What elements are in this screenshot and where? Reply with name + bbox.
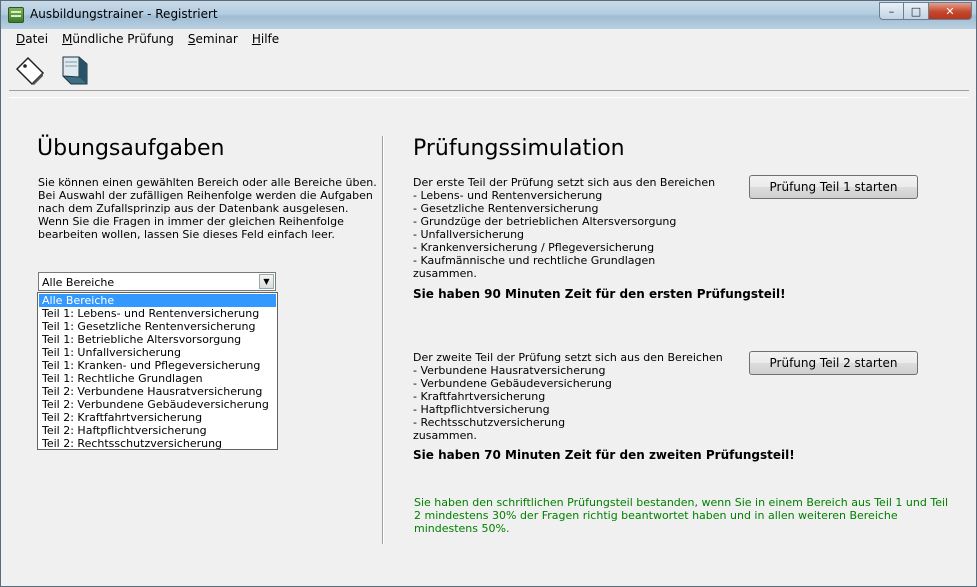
dropdown-option[interactable]: Teil 1: Unfallversicherung <box>42 346 181 359</box>
practice-desc-line: Bei Auswahl der zufälligen Reihenfolge werden die Aufgaben <box>38 189 373 202</box>
menu-hilfe[interactable] <box>245 29 286 49</box>
menu-bar <box>9 29 969 49</box>
practice-desc-line: Wenn Sie die Fragen in immer der gleichen Reihenfolge <box>38 215 344 228</box>
minimize-button[interactable]: – <box>879 2 904 20</box>
app-icon <box>8 7 24 23</box>
part2-line: - Verbundene Hausratversicherung <box>413 364 606 377</box>
part2-line: - Haftpflichtversicherung <box>413 403 550 416</box>
pass-criteria-note: Sie haben den schriftlichen Prüfungsteil bestanden, wenn Sie in einem Bereich aus Teil 1 und Teil 2 mindestens 30% der Fragen richtig beantwortet haben und in allen weiteren Bereiche mindestens 50%. <box>414 496 949 535</box>
menu-datei-label: atei <box>25 32 49 46</box>
part1-description <box>413 176 715 280</box>
menu-seminar-accel: S <box>187 32 196 46</box>
menu-hilfe-label: ilfe <box>260 32 280 46</box>
maximize-button[interactable]: □ <box>904 2 929 20</box>
part1-line: - Kaufmännische und rechtliche Grundlagen <box>413 254 656 267</box>
book-button[interactable] <box>57 54 91 86</box>
part2-line: Der zweite Teil der Prüfung setzt sich aus den Bereichen <box>413 351 723 364</box>
menu-seminar[interactable] <box>181 29 245 49</box>
part1-line: - Gesetzliche Rentenversicherung <box>413 202 599 215</box>
dropdown-option[interactable]: Teil 2: Verbundene Hausratversicherung <box>42 385 263 398</box>
part2-line: - Rechtsschutzversicherung <box>413 416 566 429</box>
area-select-value: Alle Bereiche <box>42 276 115 289</box>
menu-seminar-label: eminar <box>195 32 238 46</box>
section-divider <box>382 136 383 544</box>
start-part2-button[interactable]: Prüfung Teil 2 starten <box>749 351 918 375</box>
dropdown-option[interactable]: Teil 2: Kraftfahrtversicherung <box>42 411 203 424</box>
menu-datei[interactable] <box>9 29 55 49</box>
main-content <box>9 97 969 580</box>
toolbar <box>9 49 969 91</box>
menu-datei-accel: D <box>16 32 26 46</box>
part1-line: - Unfallversicherung <box>413 228 525 241</box>
dropdown-option[interactable]: Teil 2: Rechtsschutzversicherung <box>42 437 223 450</box>
part1-line: zusammen. <box>413 267 477 280</box>
menu-muendliche-label: ündliche Prüfung <box>72 32 174 46</box>
part1-line: - Lebens- und Rentenversicherung <box>413 189 603 202</box>
menu-muendliche-pruefung[interactable] <box>55 29 181 49</box>
dropdown-option[interactable]: Teil 2: Haftpflichtversicherung <box>42 424 207 437</box>
dropdown-option[interactable]: Teil 1: Rechtliche Grundlagen <box>42 372 203 385</box>
menu-muendliche-accel: M <box>62 32 73 46</box>
area-select[interactable] <box>38 272 276 291</box>
practice-description <box>38 176 377 241</box>
window-title: Ausbildungstrainer - Registriert <box>30 7 218 21</box>
part1-line: Der erste Teil der Prüfung setzt sich aus den Bereichen <box>413 176 716 189</box>
area-dropdown-list <box>37 292 278 450</box>
dropdown-option[interactable]: Alle Bereiche <box>39 294 276 307</box>
part2-description <box>413 351 723 442</box>
close-button[interactable]: ✕ <box>929 2 972 20</box>
practice-title: Übungsaufgaben <box>37 136 225 161</box>
dropdown-option[interactable]: Teil 1: Betriebliche Altersvorsorgung <box>42 333 242 346</box>
tag-button[interactable] <box>13 54 47 86</box>
exam-title: Prüfungssimulation <box>413 136 625 161</box>
menu-hilfe-accel: H <box>251 32 261 46</box>
part2-line: zusammen. <box>413 429 477 442</box>
part1-line: - Grundzüge der betrieblichen Altersversorgung <box>413 215 677 228</box>
practice-desc-line: nach dem Zufallsprinzip aus der Datenbank ausgelesen. <box>38 202 349 215</box>
dropdown-option[interactable]: Teil 1: Lebens- und Rentenversicherung <box>42 307 260 320</box>
dropdown-option[interactable]: Teil 2: Verbundene Gebäudeversicherung <box>42 398 269 411</box>
part2-line: - Kraftfahrtversicherung <box>413 390 546 403</box>
part1-line: - Krankenversicherung / Pflegeversicherung <box>413 241 655 254</box>
window-controls <box>879 2 972 20</box>
part1-time-note: Sie haben 90 Minuten Zeit für den ersten Prüfungsteil! <box>413 287 786 301</box>
part2-line: - Verbundene Gebäudeversicherung <box>413 377 612 390</box>
book-icon <box>57 54 91 86</box>
start-part1-button[interactable]: Prüfung Teil 1 starten <box>749 175 918 199</box>
dropdown-option[interactable]: Teil 1: Kranken- und Pflegeversicherung <box>42 359 261 372</box>
practice-desc-line: bearbeiten wollen, lassen Sie dieses Feld einfach leer. <box>38 228 335 241</box>
dropdown-option[interactable]: Teil 1: Gesetzliche Rentenversicherung <box>42 320 256 333</box>
tag-icon <box>13 54 47 86</box>
chevron-down-icon[interactable]: ▼ <box>259 274 274 289</box>
part2-time-note: Sie haben 70 Minuten Zeit für den zweiten Prüfungsteil! <box>413 448 795 462</box>
title-bar[interactable] <box>1 1 976 29</box>
practice-desc-line: Sie können einen gewählten Bereich oder alle Bereiche üben. <box>38 176 377 189</box>
